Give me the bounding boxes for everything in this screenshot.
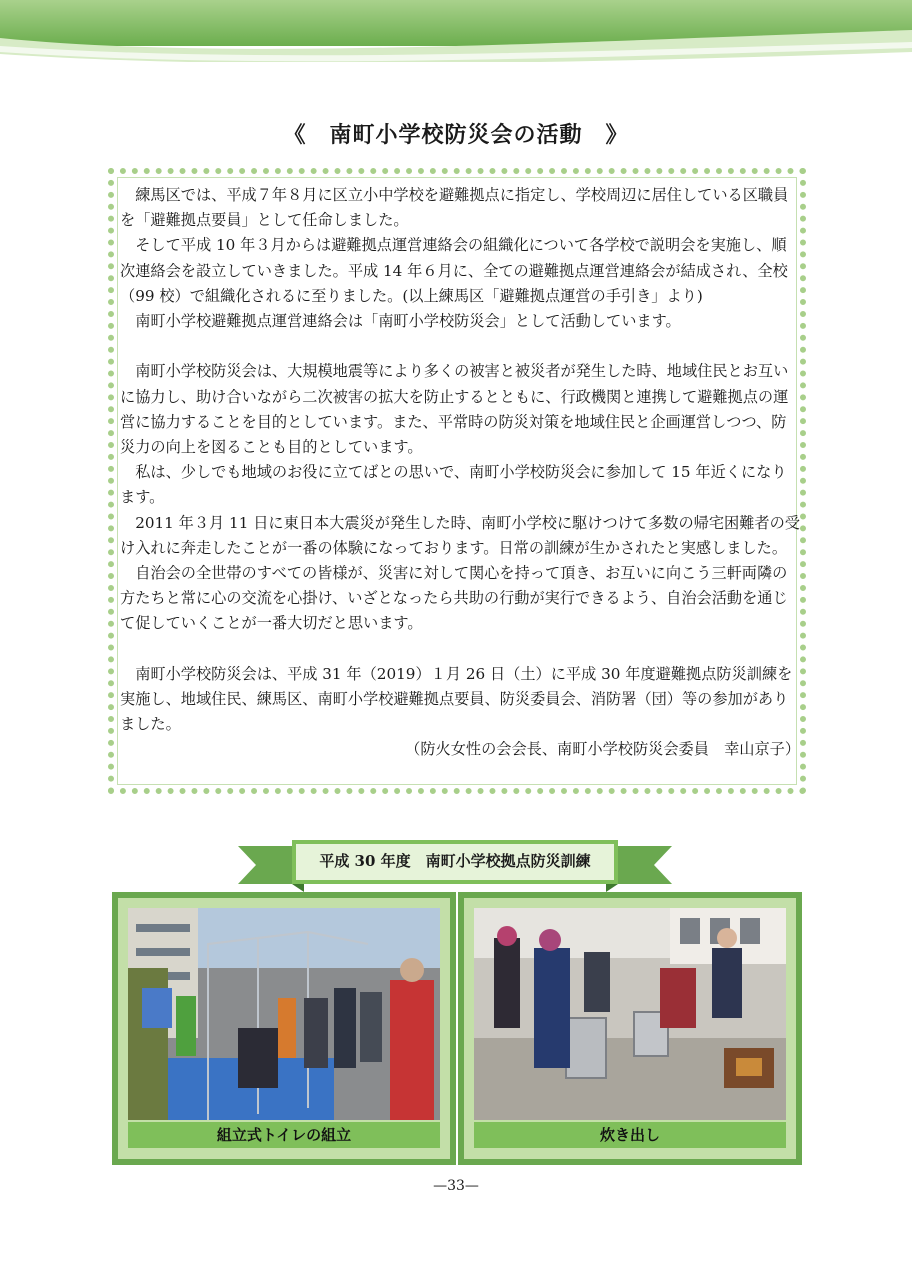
page-number: —33—: [433, 1178, 479, 1194]
photo-card-toilet: [112, 892, 456, 1165]
paragraph: 練馬区では、平成７年８月に区立小中学校を避難拠点に指定し、学校周辺に居住している区職員を「避難拠点要員」として任命しました。: [120, 186, 789, 230]
paragraph: 自治会の全世帯のすべての皆様が、災害に対して関心を持って頂き、お互いに向こう三軒両隣の方たちと常に心の交流を心掛け、いざとなったら共助の行動が実行できるよう、自治会活動を通じて促していくことが一番大切だと思います。: [120, 564, 788, 633]
paragraph: 南町小学校防災会は、大規模地震等により多くの被害と被災者が発生した時、地域住民とお互いに協力し、助け合いながら二次被害の拡大を防止するとともに、行政機関と連携して避難拠点の運営に協力することを目的としています。また、平常時の防災対策を地域住民と企画運営しつつ、防災力の向上を図ることも目的としています。: [120, 362, 789, 457]
paragraph: 南町小学校防災会は、平成 31 年（2019）１月 26 日（土）に平成 30 年度避難拠点防災訓練を実施し、地域住民、練馬区、南町小学校避難拠点要員、防災委員会、消防署（団）等の参加がありました。: [120, 664, 793, 734]
article-body: [120, 183, 800, 763]
header-wave-band: [0, 0, 912, 62]
toilet-assembly-photo: [128, 908, 440, 1120]
photo-caption: 炊き出し: [474, 1122, 786, 1148]
paragraph: 南町小学校避難拠点運営連絡会は「南町小学校防災会」として活動しています。: [135, 312, 681, 331]
spacer: [120, 637, 800, 662]
section-ribbon-label: 平成 30 年度 南町小学校拠点防災訓練: [319, 852, 591, 870]
paragraph: 私は、少しでも地域のお役に立てばとの思いで、南町小学校防災会に参加して 15 年近くになります。: [120, 463, 787, 507]
page-title: 《 南町小学校防災会の活動 》: [283, 122, 629, 148]
photo-card-cooking: [458, 892, 802, 1165]
paragraph: 2011 年３月 11 日に東日本大震災が発生した時、南町小学校に駆けつけて多数の帰宅困難者の受け入れに奔走したことが一番の体験になっております。日常の訓練が生かされたと実感しました。: [120, 513, 800, 557]
cooking-photo: [474, 908, 786, 1120]
paragraph: そして平成 10 年３月からは避難拠点運営連絡会の組織化について各学校で説明会を実施し、順次連絡会を設立していきました。平成 14 年６月に、全ての避難拠点運営連絡会が結成され、全校（99 校）で組織化されるに至りました。(以上練馬区「避難拠点運営の手引き」より): [120, 236, 788, 305]
photo-caption: 組立式トイレの組立: [128, 1122, 440, 1148]
spacer: [120, 334, 800, 359]
author-signature: （防火女性の会会長、南町小学校防災会委員 幸山京子）: [405, 740, 800, 759]
